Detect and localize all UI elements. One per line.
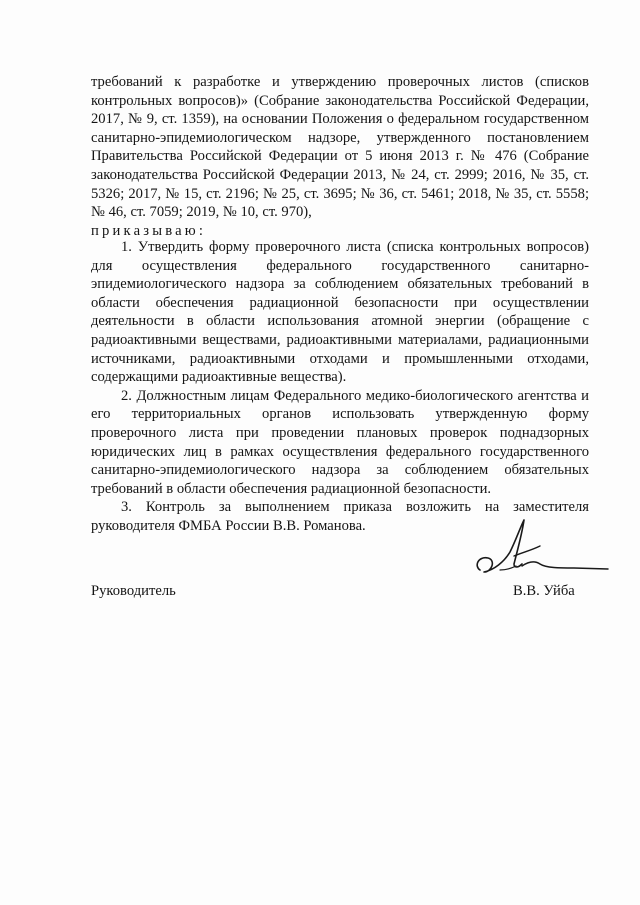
order-item-3: 3. Контроль за выполнением приказа возложить на заместителя руководителя ФМБА России В.В. Романова. bbox=[91, 499, 589, 534]
signatory-name: В.В. Уйба bbox=[513, 583, 575, 599]
order-item-2: 2. Должностным лицам Федерального медико-биологического агентства и его территориальных органов использовать утвержденную форму проверочного листа при проведении плановых проверок поднадзорных юридических лиц в рамках осуществления федерального государственного санитарно-эпидемиологического надзора за соблюдением обязательных требований в области обеспечения радиационной безопасности. bbox=[91, 387, 589, 497]
signatory-role: Руководитель bbox=[91, 583, 176, 599]
handwritten-signature bbox=[470, 512, 610, 582]
intro-paragraph: требований к разработке и утверждению проверочных листов (списков контрольных вопросов)» (Собрание законодательства Российской Федерации, 2017, № 9, ст. 1359), на основании Положения о федеральном государственном санитарно-эпидемиологическом надзоре, утвержденного постановлением Правительства Российской Федерации от 5 июня 2013 г. № 476 (Собрание законодательства Российской Федерации 2013, № 24, ст. 2999; 2016, № 35, ст. 5326; 2017, № 15, ст. 2196; № 25, ст. 3695; № 36, ст. 5461; 2018, № 35, ст. 5558; № 46, ст. 7059; 2019, № 10, ст. 970), bbox=[91, 74, 589, 221]
order-items bbox=[91, 238, 589, 536]
order-word: приказываю: bbox=[91, 222, 207, 239]
intro-section bbox=[91, 73, 589, 240]
order-item-1: 1. Утвердить форму проверочного листа (списка контрольных вопросов) для осуществления федерального государственного санитарно-эпидемиологического надзора за соблюдением обязательных требований в области обеспечения радиационной безопасности при осуществлении деятельности в области использования атомной энергии (обращение с радиоактивными веществами, радиоактивными материалами, радиационными источниками, радиоактивными отходами и промышленными отходами, содержащими радиоактивные вещества). bbox=[91, 239, 589, 386]
